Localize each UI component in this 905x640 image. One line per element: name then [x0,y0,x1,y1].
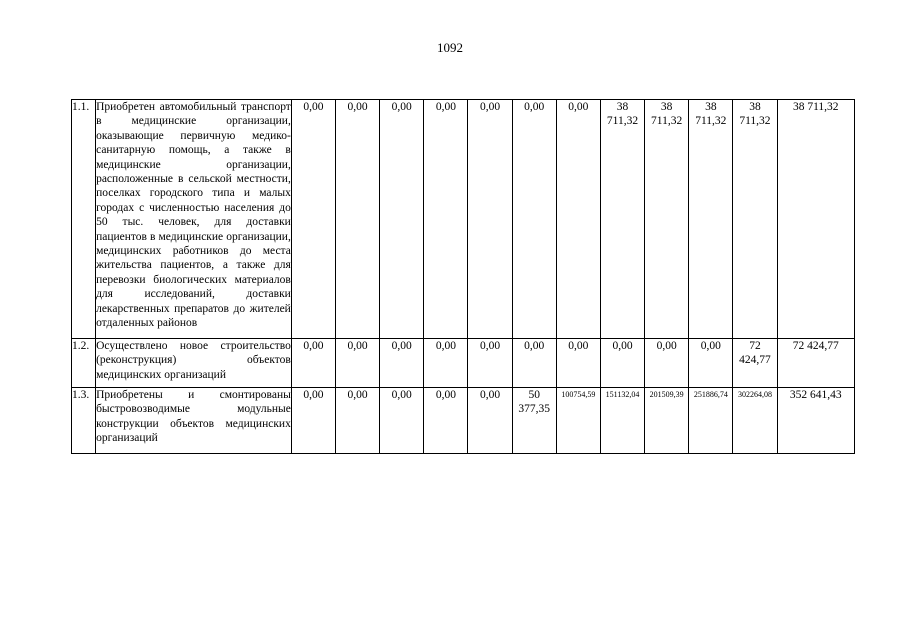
value-cell: 38 711,32 [733,100,777,339]
value-cell: 72 424,77 [733,339,777,388]
value-cell: 50 377,35 [512,388,556,454]
value-cell: 0,00 [424,100,468,339]
value-cell: 0,00 [380,339,424,388]
value-cell: 0,00 [335,339,379,388]
value-cell: 38 711,32 [645,100,689,339]
value-cell: 0,00 [291,339,335,388]
value-cell: 0,00 [380,388,424,454]
row-total: 352 641,43 [777,388,854,454]
row-code: 1.2. [72,339,96,388]
value-cell: 0,00 [335,388,379,454]
value-cell: 0,00 [380,100,424,339]
table-row [72,100,855,339]
value-cell: 0,00 [468,100,512,339]
value-cell: 0,00 [424,339,468,388]
value-cell: 0,00 [468,388,512,454]
value-cell: 0,00 [600,339,644,388]
value-cell: 0,00 [291,100,335,339]
row-total: 72 424,77 [777,339,854,388]
value-cell: 100754,59 [556,388,600,454]
value-cell: 0,00 [468,339,512,388]
value-cell: 0,00 [689,339,733,388]
value-cell: 151132,04 [600,388,644,454]
value-cell: 0,00 [645,339,689,388]
table-row [72,388,855,454]
page-number: 1092 [437,40,463,55]
value-cell: 251886,74 [689,388,733,454]
row-code: 1.1. [72,100,96,339]
value-cell: 0,00 [424,388,468,454]
value-cell: 0,00 [512,339,556,388]
value-cell: 0,00 [556,339,600,388]
value-cell: 0,00 [335,100,379,339]
value-cell: 0,00 [512,100,556,339]
row-total: 38 711,32 [777,100,854,339]
value-cell: 38 711,32 [689,100,733,339]
value-cell: 201509,39 [645,388,689,454]
value-cell: 38 711,32 [600,100,644,339]
value-cell: 302264,08 [733,388,777,454]
value-cell: 0,00 [291,388,335,454]
row-description: Приобретены и смонтированы быстровозводимые модульные конструкции объектов медицинских организаций [96,388,292,454]
table-row [72,339,855,388]
value-cell: 0,00 [556,100,600,339]
budget-table [71,99,855,454]
row-code: 1.3. [72,388,96,454]
row-description: Приобретен автомобильный транспорт в медицинские организации, оказывающие первичную медико-санитарную помощь, а также в медицинские организации, расположенные в сельской местности, поселках городского типа и малых городах с численностью населения до 50 тыс. человек, для доставки пациентов в медицинские организации, медицинских работников до места жительства пациентов, а также для перевозки биологических материалов для исследований, доставки лекарственных препаратов до жителей отдаленных районов [96,100,292,339]
row-description: Осуществлено новое строительство (реконструкция) объектов медицинских организаций [96,339,292,388]
